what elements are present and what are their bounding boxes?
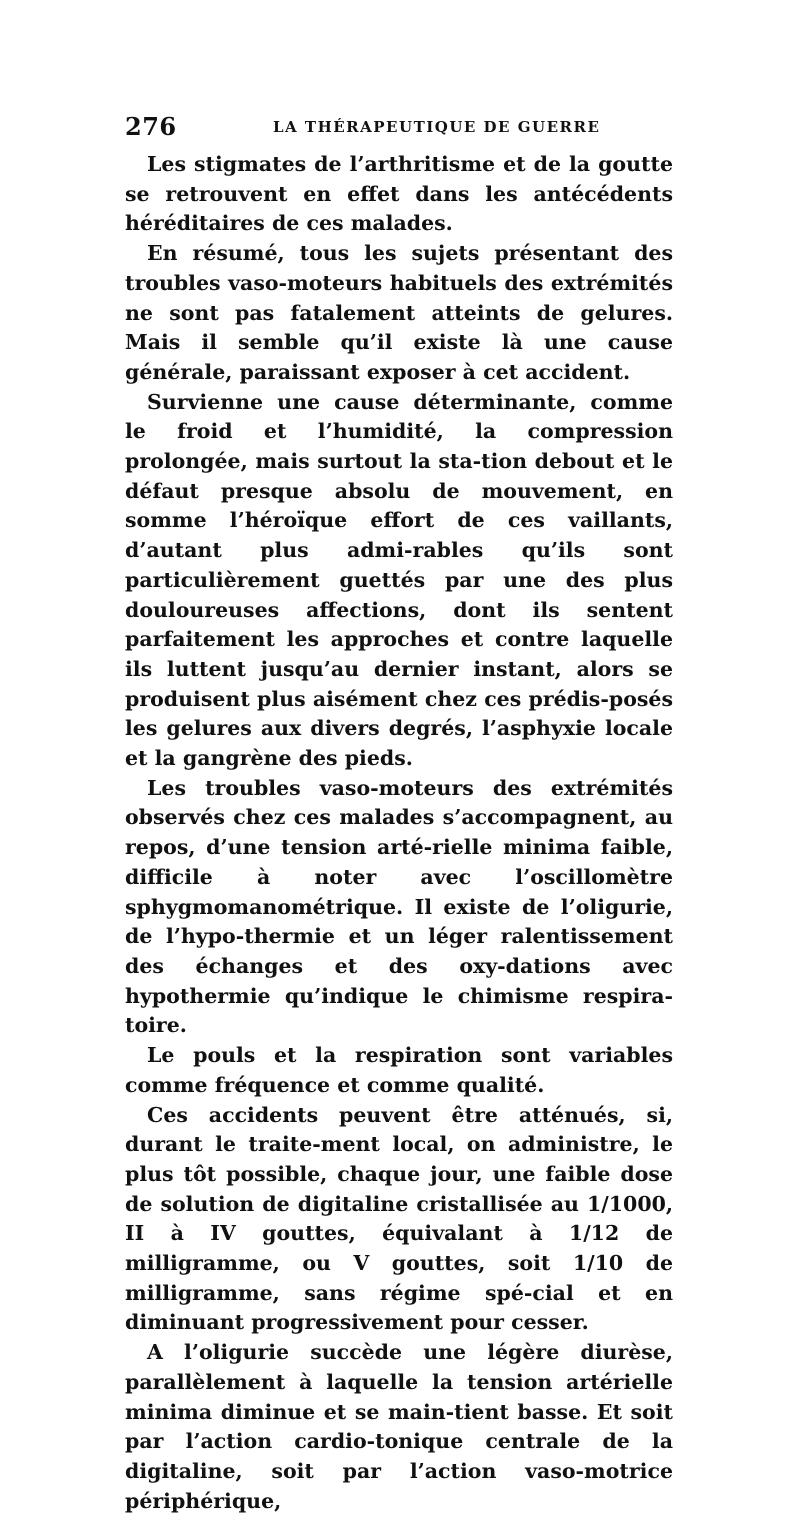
paragraph-5: Le pouls et la respiration sont variables comme fréquence et comme qualité. (125, 1043, 673, 1097)
page-number: 276 (125, 112, 177, 141)
paragraph-4: Les troubles vaso-moteurs des extrémités observés chez ces malades s’accompagnent, au repos, d’une tension arté-rielle minima faible, difficile à noter avec l’oscillomètre sphygmomanométrique. Il existe de l’oligurie, de l’hypo-thermie et un léger ralentissement des échanges et des oxy-dations avec hypothermie qu’indique le chimisme respira-toire. (125, 775, 673, 1038)
paragraph-2: En résumé, tous les sujets présentant des troubles vaso-moteurs habituels des extrémités ne sont pas fatalement atteints de gelures. Mais il semble qu’il existe là une cause générale, paraissant exposer à cet accident. (125, 241, 673, 384)
running-title: LA THÉRAPEUTIQUE DE GUERRE (273, 118, 601, 136)
running-head (125, 112, 673, 142)
paragraph-7: A l’oligurie succède une légère diurèse, parallèlement à laquelle la tension artérielle minima diminue et se main-tient basse. Et soit par l’action cardio-tonique centrale de la digitaline, soit par l’action vaso-motrice périphérique, (125, 1340, 673, 1513)
body-text (125, 150, 673, 1516)
paragraph-3: Survienne une cause déterminante, comme le froid et l’humidité, la compression prolongée, mais surtout la sta-tion debout et le défaut presque absolu de mouvement, en somme l’héroïque effort de ces vaillants, d’autant plus admi-rables qu’ils sont particulièrement guettés par une des plus douloureuses affections, dont ils sentent parfaitement les approches et contre laquelle ils luttent jusqu’au dernier instant, alors se produisent plus aisément chez ces prédis-posés les gelures aux divers degrés, l’asphyxie locale et la gangrène des pieds. (125, 389, 673, 771)
paragraph-6: Ces accidents peuvent être atténués, si, durant le traite-ment local, on administre, le plus tôt possible, chaque jour, une faible dose de solution de digitaline cristallisée au 1/1000, II à IV gouttes, équivalant à 1/12 de milligramme, ou V gouttes, soit 1/10 de milligramme, sans régime spé-cial et en diminuant progressivement pour cesser. (125, 1102, 673, 1335)
paragraph-1: Les stigmates de l’arthritisme et de la goutte se retrouvent en effet dans les antécédents héréditaires de ces malades. (125, 152, 673, 236)
